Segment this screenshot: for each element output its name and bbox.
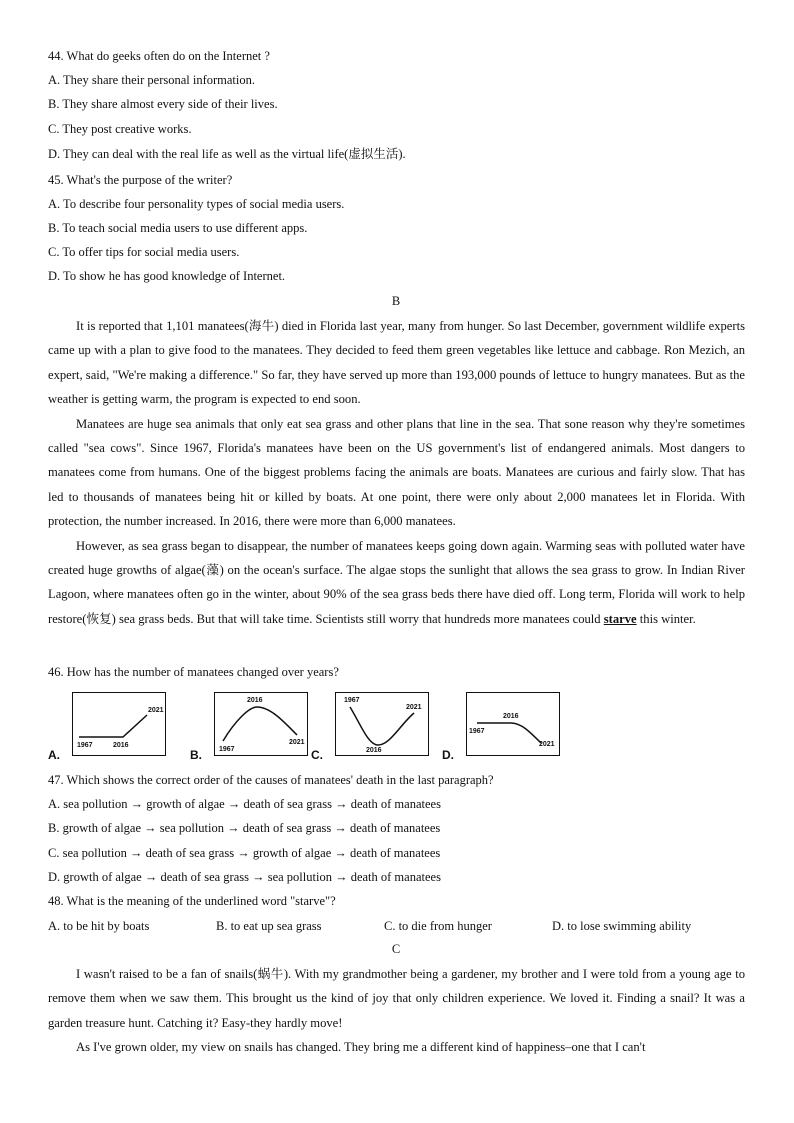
graph-c-label-2016: 2016 — [366, 747, 382, 754]
graph-d-label-1967: 1967 — [469, 728, 485, 735]
q48-question: 48. What is the meaning of the underlined word "starve"? — [48, 894, 336, 908]
graph-b-box — [214, 692, 308, 756]
q45-option-d: D. To show he has good knowledge of Internet. — [48, 269, 286, 283]
q44-option-d: D. They can deal with the real life as well as the virtual life(虚拟生活). — [48, 147, 406, 161]
graph-c-label-1967: 1967 — [344, 697, 360, 704]
underlined-word-starve: starve — [603, 611, 637, 626]
q44-option-a: A. They share their personal information. — [48, 73, 256, 87]
q48-option-a: A. to be hit by boats — [48, 919, 150, 933]
q45-question: 45. What's the purpose of the writer? — [48, 173, 233, 187]
q44-question: 44. What do geeks often do on the Internet ? — [48, 49, 270, 63]
graph-a-label-2021: 2021 — [148, 707, 164, 714]
graph-d-box — [466, 692, 560, 756]
paragraph-3-end: this winter. — [636, 611, 696, 626]
q47-option-a: A. sea pollution → growth of algae → death of sea grass → death of manatees — [48, 797, 441, 811]
q47-option-c: C. sea pollution → death of sea grass → growth of algae → death of manatees — [48, 846, 441, 860]
section-b-heading: B — [391, 294, 401, 308]
graph-option-a — [48, 690, 170, 762]
graph-option-c — [311, 690, 433, 762]
graph-c-label-2021: 2021 — [406, 704, 422, 711]
section-c-paragraph-2: As I've grown older, my view on snails has changed. They bring me a different kind of happiness–one that I can't — [76, 1040, 646, 1055]
q45-option-c: C. To offer tips for social media users. — [48, 245, 240, 259]
q44-option-c: C. They post creative works. — [48, 122, 192, 136]
q46-question: 46. How has the number of manatees changed over years? — [48, 665, 339, 679]
graph-b-label-2016: 2016 — [247, 697, 263, 704]
graph-letter-a: A. — [48, 748, 60, 762]
graph-letter-c: C. — [311, 748, 323, 762]
q48-option-c: C. to die from hunger — [384, 919, 492, 933]
q48-option-b: B. to eat up sea grass — [216, 919, 322, 933]
section-b-paragraph-3 — [48, 534, 745, 632]
q44-option-b: B. They share almost every side of their lives. — [48, 97, 278, 111]
q47-question: 47. Which shows the correct order of the causes of manatees' death in the last paragraph? — [48, 773, 494, 787]
graph-b-label-1967: 1967 — [219, 746, 235, 753]
graph-c-box — [335, 692, 429, 756]
section-b-paragraph-2: Manatees are huge sea animals that only eat sea grass and other plans that line in the sea. That sone reason why they're sometimes called "sea cows". Since 1967, Florida's manatees have been on the US government's list of endangered animals. Most dangers to manatees come from humans. One of the biggest problems facing the animals are boats. Manatees are curious and fairly slow. That has led to thousands of manatees being hit or killed by boats. At one point, there were only about 2,000 manatees let in Florida. With protection, the number increased. In 2016, there were more than 6,000 manatees. — [48, 416, 745, 529]
q45-option-b: B. To teach social media users to use different apps. — [48, 221, 308, 235]
q48-option-d: D. to lose swimming ability — [552, 919, 692, 933]
graph-d-label-2021: 2021 — [539, 741, 555, 748]
section-b-paragraph-1: It is reported that 1,101 manatees(海牛) died in Florida last year, many from hunger. So last December, government wildlife experts came up with a plan to give food to the manatees. They decided to feed them green vegetables like lettuce and cabbage. Ron Mezich, an expert, said, "We're making a difference." So far, they have served up more than 193,000 pounds of lettuce to hungry manatees. But as the weather is getting warm, the program is expected to end soon. — [48, 319, 745, 407]
graph-a-box — [72, 692, 166, 756]
paragraph-3-text: However, as sea grass began to disappear, the number of manatees keeps going down again. Warming seas with polluted water have created huge growths of algae(藻) on the ocean's surface. The algae stops the sunlight that allows the sea grass to grow. In Indian River Lagoon, where manatees often go in the winter, about 90% of the sea grass beds there have died off. Long term, Florida will work to help restore(恢复) sea grass beds. But that will take time. Scientists still worry that hundreds more manatees could — [48, 538, 745, 626]
graph-a-label-1967: 1967 — [77, 742, 93, 749]
graph-letter-b: B. — [190, 748, 202, 762]
section-c-passage — [48, 962, 745, 1060]
section-c-heading: C — [391, 942, 401, 956]
graph-b-label-2021: 2021 — [289, 739, 305, 746]
graph-d-label-2016: 2016 — [503, 713, 519, 720]
q47-option-d: D. growth of algae → death of sea grass → sea pollution → death of manatees — [48, 870, 441, 884]
graph-a-label-2016: 2016 — [113, 742, 129, 749]
section-c-paragraph-1: I wasn't raised to be a fan of snails(蜗牛). With my grandmother being a gardener, my brother and I were told from a young age to remove them when we saw them. This brought us the kind of joy that only children experience. We loved it. Finding a snail? It was a garden treasure hunt. Catching it? Easy-they hardly move! — [48, 967, 745, 1030]
q47-option-b: B. growth of algae → sea pollution → death of sea grass → death of manatees — [48, 821, 441, 835]
q45-option-a: A. To describe four personality types of social media users. — [48, 197, 345, 211]
section-b-passage — [48, 314, 745, 631]
graph-option-d — [442, 690, 564, 762]
graph-option-b — [190, 690, 312, 762]
graph-letter-d: D. — [442, 748, 454, 762]
